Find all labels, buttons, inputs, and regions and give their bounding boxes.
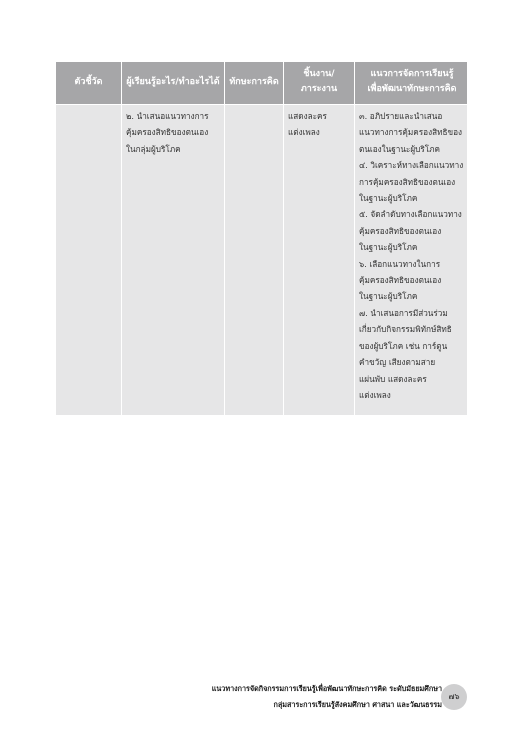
approach-line: ในฐานะผู้บริโภค <box>359 193 418 204</box>
column-divider <box>224 62 225 415</box>
approach-line: ของผู้บริโภค เช่น การ์ตูน <box>359 340 448 351</box>
cell-approach <box>359 108 465 403</box>
work-line: แต่งเพลง <box>288 127 320 138</box>
page-number: ๗๖ <box>441 684 467 710</box>
learner-line: ๒. นำเสนอแนวทางการ <box>126 111 209 121</box>
approach-line: คุ้มครองสิทธิของตนเอง <box>359 275 442 286</box>
footer-title: แนวทางการจัดกิจกรรมการเรียนรู้เพื่อพัฒนาทักษะการคิด ระดับมัธยมศึกษา <box>211 684 442 693</box>
cell-work <box>288 108 352 141</box>
approach-line: ในฐานะผู้บริโภค <box>359 242 418 253</box>
approach-line: เกี่ยวกับกิจกรรมพิทักษ์สิทธิ <box>359 324 452 335</box>
approach-line: แผ่นพับ แสดงละคร <box>359 373 427 384</box>
approach-line: คุ้มครองสิทธิของตนเอง <box>359 225 442 236</box>
approach-line: แต่งเพลง <box>359 389 391 400</box>
approach-line: การคุ้มครองสิทธิของตนเอง <box>359 176 456 187</box>
header-approach: แนวการจัดการเรียนรู้เพื่อพัฒนาทักษะการคิด <box>367 69 457 94</box>
footer-subtitle: กลุ่มสาระการเรียนรู้สังคมศึกษา ศาสนา และวัฒนธรรม <box>273 700 442 709</box>
learner-line: ในกลุ่มผู้บริโภค <box>126 143 181 154</box>
column-divider <box>121 62 122 415</box>
approach-line: ๔. วิเคราะห์ทางเลือกแนวทาง <box>359 160 464 171</box>
approach-line: ๖. เลือกแนวทางในการ <box>359 258 441 269</box>
content-table <box>56 62 467 415</box>
approach-line: ในฐานะผู้บริโภค <box>359 291 418 302</box>
cell-learner <box>126 108 222 157</box>
approach-line: คำขวัญ เสียงตามสาย <box>359 357 436 368</box>
approach-line: ตนเองในฐานะผู้บริโภค <box>359 143 440 154</box>
column-divider <box>354 62 355 415</box>
column-divider <box>283 62 284 415</box>
approach-line: แนวทางการคุ้มครองสิทธิของ <box>359 127 462 138</box>
approach-line: ๓. อภิปรายและนำเสนอ <box>359 111 443 121</box>
header-divider <box>56 104 467 105</box>
approach-line: ๗. นำเสนอการมีส่วนร่วม <box>359 307 448 318</box>
header-thinking-skill: ทักษะการคิด <box>229 77 279 87</box>
header-learner: ผู้เรียนรู้อะไร/ทำอะไรได้ <box>126 77 220 87</box>
header-work: ชิ้นงาน/ภาระงาน <box>300 69 338 94</box>
header-indicator: ตัวชี้วัด <box>74 77 103 87</box>
approach-line: ๕. จัดลำดับทางเลือกแนวทาง <box>359 209 462 220</box>
learner-line: คุ้มครองสิทธิของตนเอง <box>126 127 209 138</box>
work-line: แสดงละคร <box>288 111 327 121</box>
